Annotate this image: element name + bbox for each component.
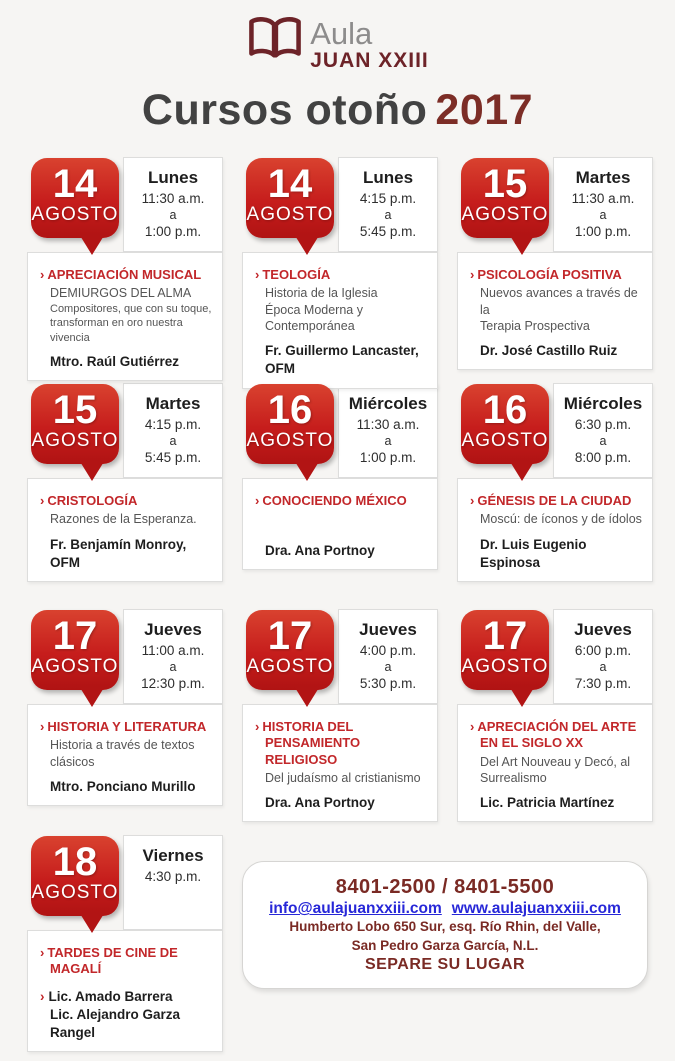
course-info-box [457, 478, 653, 582]
chevron-icon: › [470, 719, 475, 735]
course-title [40, 719, 214, 735]
day-label: Martes [575, 168, 631, 188]
instructor-block [40, 528, 214, 572]
chevron-icon: › [40, 493, 45, 509]
day-label: Miércoles [563, 394, 643, 414]
course-title-text: APRECIACIÓN MUSICAL [47, 267, 202, 283]
start-time: 11:30 a.m. [141, 191, 205, 207]
course-title [255, 493, 429, 509]
course-note-line: Compositores, que con su toque, [50, 302, 212, 315]
address-line-1: Humberto Lobo 650 Sur, esq. Río Rhin, del Valle, [289, 919, 601, 935]
end-time: 1:00 p.m. [574, 224, 632, 240]
course-title-text: PSICOLOGÍA POSITIVA [477, 267, 622, 283]
date-number: 15 [52, 388, 98, 433]
day-label: Jueves [574, 620, 632, 640]
course-card [242, 383, 438, 570]
date-number: 14 [52, 162, 98, 207]
email-link[interactable]: info@aulajuanxxiii.com [269, 900, 442, 918]
time-separator: a [599, 659, 607, 674]
course-card [242, 157, 438, 377]
contact-box [242, 861, 648, 989]
chevron-icon: › [40, 719, 45, 735]
course-info-box [27, 478, 223, 582]
chevron-icon: › [470, 267, 475, 283]
day-label: Viernes [142, 846, 204, 866]
date-number: 16 [267, 388, 313, 433]
end-time: 1:00 p.m. [359, 450, 417, 466]
course-card [27, 157, 223, 370]
schedule-box [338, 609, 438, 704]
date-month: AGOSTO [31, 882, 119, 904]
course-subtitle [470, 285, 644, 334]
date-badge [461, 610, 549, 690]
course-card [457, 609, 653, 811]
phone-numbers: 8401-2500 / 8401-5500 [335, 876, 555, 899]
start-time: 6:30 p.m. [574, 417, 632, 433]
date-badge [246, 610, 334, 690]
date-number: 17 [267, 614, 313, 659]
instructor-name: Dra. Ana Portnoy [265, 542, 375, 558]
instructor-name: Fr. Guillermo Lancaster, OFM [265, 343, 419, 377]
course-title [40, 945, 214, 978]
day-label: Lunes [362, 168, 414, 188]
instructor-block [255, 534, 429, 560]
open-book-icon [246, 14, 304, 64]
start-time: 11:00 a.m. [141, 643, 205, 659]
instructor-name: Dra. Ana Portnoy [265, 795, 375, 811]
instructor-block [470, 528, 644, 572]
instructor-name: Lic. Alejandro Garza Rangel [50, 1006, 181, 1041]
date-number: 16 [482, 388, 528, 433]
date-badge [31, 158, 119, 238]
date-badge [31, 836, 119, 916]
date-month: AGOSTO [246, 656, 334, 678]
course-info-box [242, 704, 438, 822]
time-separator: a [599, 207, 607, 222]
time-separator: a [384, 207, 392, 222]
start-time: 11:30 a.m. [356, 417, 420, 433]
course-card [27, 609, 223, 796]
chevron-icon: › [40, 267, 45, 283]
date-number: 17 [482, 614, 528, 659]
date-badge [246, 384, 334, 464]
course-title [470, 267, 644, 283]
course-subtitle-line: Terapia Prospectiva [480, 318, 590, 333]
course-subtitle-line: Razones de la Esperanza. [50, 512, 197, 527]
date-month: AGOSTO [31, 430, 119, 452]
course-subtitle-line: Surrealismo [480, 770, 547, 785]
website-link[interactable]: www.aulajuanxxiii.com [451, 900, 621, 918]
date-month: AGOSTO [31, 656, 119, 678]
day-label: Miércoles [348, 394, 428, 414]
instructor-name: Lic. Patricia Martínez [480, 795, 615, 811]
course-subtitle [470, 754, 644, 787]
instructor-name: Mtro. Ponciano Murillo [50, 778, 196, 794]
date-month: AGOSTO [31, 204, 119, 226]
time-separator: a [169, 207, 177, 222]
end-time: 8:00 p.m. [574, 450, 632, 466]
end-time: 1:00 p.m. [144, 224, 202, 240]
course-note [40, 302, 214, 346]
course-subtitle-line: DEMIURGOS DEL ALMA [50, 286, 192, 301]
reserve-cta: SEPARE SU LUGAR [364, 955, 526, 973]
course-info-box [27, 704, 223, 806]
page-title [0, 86, 675, 135]
instructor-name: Fr. Benjamín Monroy, OFM [50, 536, 187, 570]
course-title [470, 719, 644, 752]
day-label: Jueves [359, 620, 417, 640]
course-title-text: TARDES DE CINE DE MAGALÍ [47, 945, 178, 977]
time-separator: a [169, 433, 177, 448]
course-subtitle-line: clásicos [50, 754, 95, 769]
course-subtitle-line: Nuevos avances a través de la [480, 286, 638, 317]
course-subtitle-line: Época Moderna y Contemporánea [265, 302, 363, 333]
course-title [40, 493, 214, 509]
course-subtitle [40, 737, 214, 770]
course-info-box [242, 478, 438, 570]
course-subtitle-line: Moscú: de íconos y de ídolos [480, 512, 642, 527]
date-badge [31, 610, 119, 690]
schedule-box [553, 157, 653, 252]
date-month: AGOSTO [461, 656, 549, 678]
course-subtitle-line: Del Art Nouveau y Decó, al [480, 754, 631, 769]
instructor-name: Dr. José Castillo Ruiz [480, 343, 618, 359]
schedule-box [553, 383, 653, 478]
instructor-block [40, 345, 214, 371]
chevron-icon: › [470, 493, 475, 509]
date-badge [246, 158, 334, 238]
course-info-box [242, 252, 438, 388]
course-title-text: HISTORIA DEL PENSAMIENTO RELIGIOSO [262, 719, 361, 767]
logo [0, 0, 675, 72]
schedule-box [123, 383, 223, 478]
instructor-name: Dr. Luis Eugenio Espinosa [480, 536, 587, 570]
instructor-name: › Lic. Amado Barrera [40, 988, 173, 1004]
end-time: 7:30 p.m. [574, 676, 632, 692]
schedule-box [123, 157, 223, 252]
date-month: AGOSTO [461, 430, 549, 452]
day-label: Lunes [147, 168, 199, 188]
start-time: 4:30 p.m. [144, 869, 202, 885]
date-number: 17 [52, 614, 98, 659]
date-badge [31, 384, 119, 464]
time-separator: a [599, 433, 607, 448]
start-time: 6:00 p.m. [574, 643, 632, 659]
course-subtitle [40, 511, 214, 527]
contact-links [269, 900, 621, 918]
course-card [242, 609, 438, 811]
instructor-block [40, 980, 214, 1043]
course-title-text: GÉNESIS DE LA CIUDAD [477, 493, 632, 509]
course-title-text: TEOLOGÍA [262, 267, 331, 283]
course-subtitle [470, 511, 644, 527]
instructor-block [255, 786, 429, 812]
course-title [40, 267, 214, 283]
course-info-box [27, 930, 223, 1052]
time-separator: a [384, 659, 392, 674]
date-number: 14 [267, 162, 313, 207]
schedule-box [123, 835, 223, 930]
course-info-box [27, 252, 223, 381]
start-time: 4:15 p.m. [359, 191, 417, 207]
instructor-name: Mtro. Raúl Gutiérrez [50, 354, 180, 370]
instructor-block [40, 770, 214, 796]
date-number: 15 [482, 162, 528, 207]
course-title [255, 719, 429, 768]
course-title [470, 493, 644, 509]
schedule-box [123, 609, 223, 704]
date-badge [461, 158, 549, 238]
schedule-box [553, 609, 653, 704]
chevron-icon: › [255, 493, 260, 509]
chevron-icon: › [40, 988, 45, 1004]
date-month: AGOSTO [246, 430, 334, 452]
course-subtitle [255, 285, 429, 334]
course-title-text: CONOCIENDO MÉXICO [262, 493, 407, 509]
course-subtitle [255, 770, 429, 786]
instructor-block [255, 334, 429, 378]
time-separator: a [169, 659, 177, 674]
course-card [27, 383, 223, 570]
schedule-box [338, 383, 438, 478]
course-subtitle-line: Historia de la Iglesia [265, 286, 378, 301]
time-separator: a [384, 433, 392, 448]
date-number: 18 [52, 840, 98, 885]
brand-name-top: Aula [310, 16, 373, 51]
end-time: 5:45 p.m. [359, 224, 417, 240]
instructor-block [470, 334, 644, 360]
date-month: AGOSTO [246, 204, 334, 226]
start-time: 4:15 p.m. [144, 417, 202, 433]
course-info-box [457, 252, 653, 370]
course-card [457, 383, 653, 570]
course-card [27, 835, 223, 1041]
course-subtitle [40, 285, 214, 301]
chevron-icon: › [255, 719, 260, 735]
page-title-year: 2017 [435, 86, 534, 135]
end-time: 12:30 p.m. [141, 676, 205, 692]
course-title-text: CRISTOLOGÍA [47, 493, 138, 509]
chevron-icon: › [255, 267, 260, 283]
end-time: 5:30 p.m. [359, 676, 417, 692]
date-badge [461, 384, 549, 464]
schedule-box [338, 157, 438, 252]
page-header [0, 0, 675, 135]
address-line-2: San Pedro Garza García, N.L. [351, 937, 539, 953]
course-card [457, 157, 653, 359]
start-time: 4:00 p.m. [359, 643, 417, 659]
course-note-line: transforman en oro nuestra vivencia [50, 317, 183, 344]
course-title [255, 267, 429, 283]
date-month: AGOSTO [461, 204, 549, 226]
page-title-text: Cursos otoño [141, 86, 428, 135]
course-subtitle-line: Historia a través de textos [50, 738, 195, 753]
course-grid [27, 157, 653, 1041]
course-title-text: APRECIACIÓN DEL ARTE EN EL SIGLO XX [477, 719, 637, 751]
day-label: Martes [145, 394, 201, 414]
course-info-box [457, 704, 653, 822]
brand-name-bottom: JUAN XXIII [310, 49, 429, 72]
day-label: Jueves [144, 620, 202, 640]
chevron-icon: › [40, 945, 45, 961]
end-time: 5:45 p.m. [144, 450, 202, 466]
course-title-text: HISTORIA Y LITERATURA [47, 719, 207, 735]
course-subtitle-line: Del judaísmo al cristianismo [265, 770, 421, 785]
instructor-block [470, 786, 644, 812]
start-time: 11:30 a.m. [571, 191, 635, 207]
